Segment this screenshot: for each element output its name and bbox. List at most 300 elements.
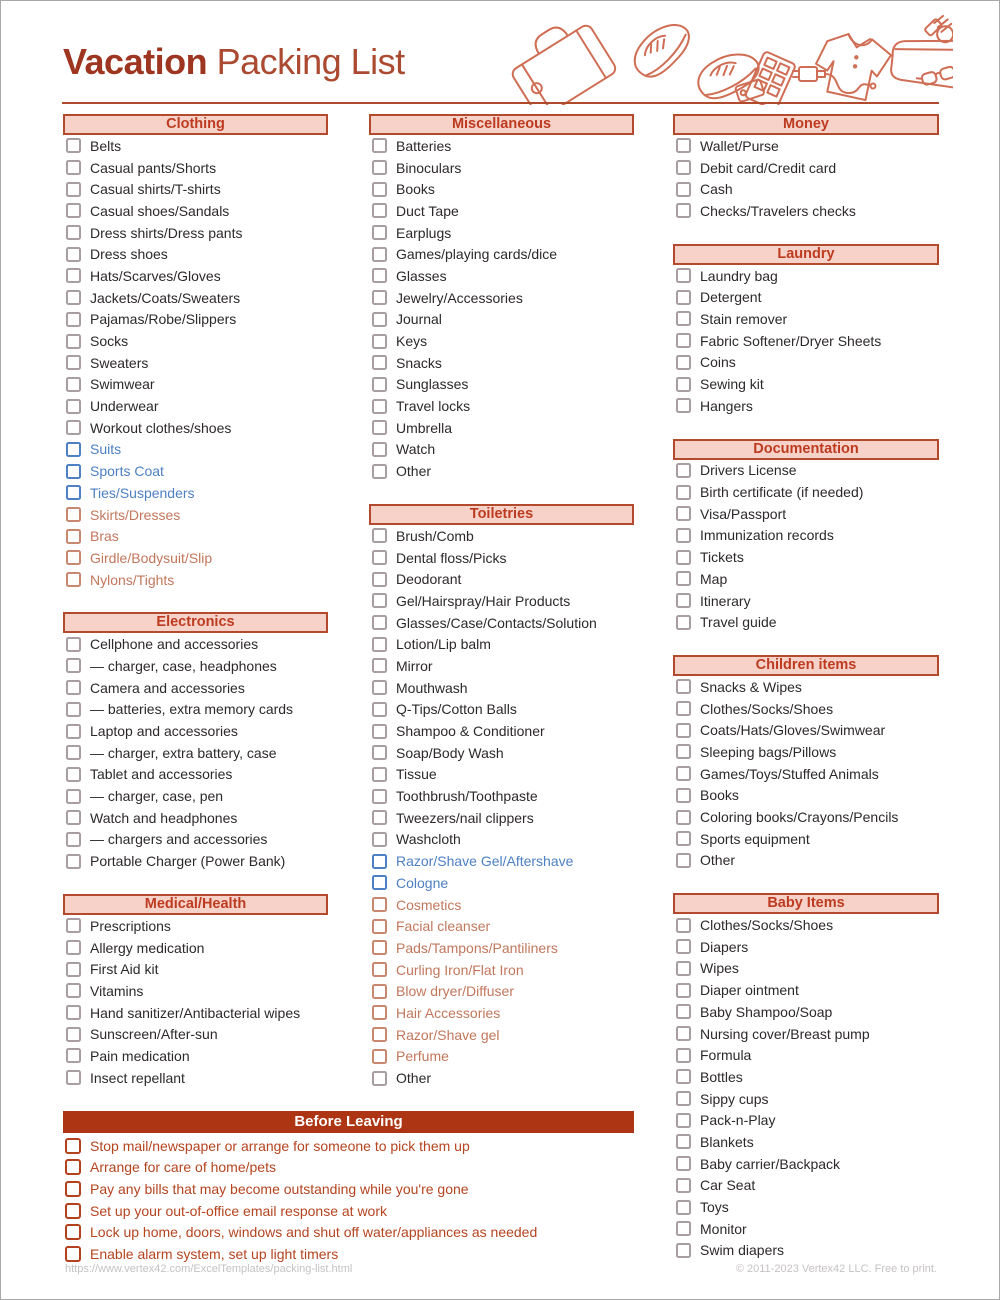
checklist-item-label: First Aid kit (90, 961, 159, 978)
footer-url[interactable]: https://www.vertex42.com/ExcelTemplates/packing-list.html (65, 1263, 353, 1275)
checklist-item (63, 243, 328, 265)
checklist-item-label: Batteries (396, 137, 452, 154)
checklist-item (673, 676, 939, 698)
checkbox[interactable] (66, 637, 81, 652)
checklist-item (369, 633, 634, 655)
checklist-item (673, 200, 939, 222)
checklist-item-label: Debit card/Credit card (700, 159, 837, 176)
footer-copyright: © 2011-2023 Vertex42 LLC. Free to print. (735, 1263, 937, 1275)
checkbox[interactable] (676, 679, 691, 694)
checklist-item-label: Girdle/Bodysuit/Slip (90, 549, 213, 566)
checklist-item-label: Enable alarm system, set up light timers (90, 1245, 339, 1262)
section-electronics (63, 612, 328, 872)
checklist-item-label: Soap/Body Wash (396, 744, 504, 761)
checklist-item-label: Perfume (396, 1048, 449, 1065)
checkbox[interactable] (372, 268, 387, 283)
checkbox[interactable] (65, 1224, 81, 1240)
checklist-item-label: Sports equipment (700, 830, 810, 847)
checklist-item (369, 287, 634, 309)
checklist-item (673, 1023, 939, 1045)
checkbox[interactable] (372, 1049, 387, 1064)
column-middle (369, 114, 634, 1089)
checkbox[interactable] (676, 333, 691, 348)
checklist-item (369, 872, 634, 894)
checkbox[interactable] (676, 463, 691, 478)
checkbox[interactable] (66, 940, 81, 955)
checklist-item-label: Swim diapers (700, 1242, 785, 1259)
checkbox[interactable] (372, 984, 387, 999)
checkbox[interactable] (66, 962, 81, 977)
checkbox[interactable] (372, 767, 387, 782)
checklist-item-label: Arrange for care of home/pets (90, 1159, 276, 1176)
checklist-item (369, 135, 634, 157)
checkbox[interactable] (66, 1005, 81, 1020)
section-header: Medical/Health (63, 894, 328, 915)
section-documentation (673, 439, 939, 634)
checklist-item (673, 719, 939, 741)
before-leaving-header: Before Leaving (63, 1111, 634, 1133)
checkbox[interactable] (676, 1156, 691, 1171)
section-clothing (63, 114, 328, 590)
checklist-item (673, 157, 939, 179)
checklist-item (369, 807, 634, 829)
checklist-item (673, 1218, 939, 1240)
checklist-item (369, 1002, 634, 1024)
checklist-item (673, 546, 939, 568)
checkbox[interactable] (676, 766, 691, 781)
checklist-item-label: Drivers License (700, 462, 797, 479)
checklist-item-label: Birth certificate (if needed) (700, 484, 864, 501)
checkbox[interactable] (372, 442, 387, 457)
header-divider (62, 102, 939, 104)
page-title (63, 41, 405, 83)
checklist-item (673, 828, 939, 850)
checklist-item (63, 958, 328, 980)
checkbox[interactable] (66, 420, 81, 435)
checkbox[interactable] (676, 506, 691, 521)
checkbox[interactable] (372, 572, 387, 587)
checkbox[interactable] (66, 745, 81, 760)
checkbox[interactable] (66, 702, 81, 717)
checkbox[interactable] (372, 615, 387, 630)
checklist-item (673, 525, 939, 547)
checklist-item (673, 1066, 939, 1088)
checklist-item (63, 439, 328, 461)
checklist-item (369, 265, 634, 287)
section-money (673, 114, 939, 222)
checklist-item (673, 135, 939, 157)
checkbox[interactable] (66, 203, 81, 218)
checkbox[interactable] (676, 311, 691, 326)
checklist-item-label: Pay any bills that may become outstanding while you're gone (90, 1180, 469, 1197)
checkbox[interactable] (66, 918, 81, 933)
checkbox[interactable] (372, 528, 387, 543)
checklist-item (673, 1109, 939, 1131)
checkbox[interactable] (65, 1159, 81, 1175)
checkbox[interactable] (66, 854, 81, 869)
checklist-item-label: Car Seat (700, 1177, 756, 1194)
checkbox[interactable] (372, 1027, 387, 1042)
checkbox[interactable] (66, 1070, 81, 1085)
checklist-item (673, 741, 939, 763)
checkbox[interactable] (676, 810, 691, 825)
checkbox[interactable] (66, 507, 81, 522)
checklist-item-label: Prescriptions (90, 917, 171, 934)
checklist-item-label: Jewelry/Accessories (396, 289, 523, 306)
checklist-item-label: Other (700, 852, 736, 869)
checkbox[interactable] (676, 377, 691, 392)
checkbox[interactable] (66, 442, 81, 457)
checklist-item (673, 1131, 939, 1153)
checkbox[interactable] (66, 399, 81, 414)
checklist-item-label: Tissue (396, 766, 437, 783)
checklist-item (63, 633, 328, 655)
checkbox[interactable] (372, 702, 387, 717)
checkbox[interactable] (372, 810, 387, 825)
checklist-item (63, 352, 328, 374)
checklist-item-label: Dental floss/Picks (396, 549, 507, 566)
checklist-item (63, 677, 328, 699)
checklist-item-label: Diapers (700, 938, 749, 955)
checklist-item-label: — charger, extra battery, case (90, 744, 277, 761)
checklist-item-label: Snacks (396, 354, 442, 371)
checkbox[interactable] (372, 225, 387, 240)
checkbox[interactable] (676, 593, 691, 608)
checklist-item-label: Watch (396, 441, 436, 458)
checklist-item (673, 958, 939, 980)
checkbox[interactable] (66, 312, 81, 327)
checklist-item (63, 309, 328, 331)
checklist-item-label: Travel locks (396, 398, 471, 415)
checklist-item (673, 265, 939, 287)
checkbox[interactable] (676, 788, 691, 803)
checklist-item (673, 481, 939, 503)
checklist-item-label: Pain medication (90, 1047, 190, 1064)
checklist-item-label: Jackets/Coats/Sweaters (90, 289, 241, 306)
checklist-item (369, 850, 634, 872)
checkbox[interactable] (66, 832, 81, 847)
checkbox[interactable] (66, 464, 81, 479)
checkbox[interactable] (676, 1004, 691, 1019)
checklist-item-label: Toothbrush/Toothpaste (396, 788, 538, 805)
checklist-item-label: Socks (90, 333, 129, 350)
checklist-item (673, 460, 939, 482)
checklist-item (369, 894, 634, 916)
checkbox[interactable] (66, 680, 81, 695)
checklist-item-label: Binoculars (396, 159, 462, 176)
checklist-item (369, 937, 634, 959)
checklist-item (369, 243, 634, 265)
checklist-item-label: Dress shoes (90, 246, 168, 263)
checklist-item-label: — charger, case, pen (90, 788, 224, 805)
checkbox[interactable] (372, 745, 387, 760)
checklist-item-label: Sleeping bags/Pillows (700, 743, 837, 760)
checklist-item (369, 1067, 634, 1089)
checkbox[interactable] (66, 1027, 81, 1042)
checkbox[interactable] (676, 290, 691, 305)
checklist-item-label: Map (700, 570, 728, 587)
checkbox[interactable] (676, 1113, 691, 1128)
checklist-item-label: Sippy cups (700, 1090, 769, 1107)
checkbox[interactable] (676, 160, 691, 175)
checkbox[interactable] (676, 1026, 691, 1041)
checklist-item-label: Bras (90, 528, 119, 545)
checkbox[interactable] (676, 1200, 691, 1215)
checkbox[interactable] (676, 528, 691, 543)
checkbox[interactable] (66, 182, 81, 197)
checklist-item (63, 807, 328, 829)
checkbox[interactable] (66, 767, 81, 782)
checkbox[interactable] (372, 203, 387, 218)
checkbox[interactable] (66, 160, 81, 175)
checkbox[interactable] (66, 658, 81, 673)
checkbox[interactable] (676, 1091, 691, 1106)
checklist-item (673, 330, 939, 352)
checklist-item (63, 785, 328, 807)
checklist-item (673, 914, 939, 936)
checklist-item-label: Hats/Scarves/Gloves (90, 267, 221, 284)
checklist-item-label: — charger, case, headphones (90, 657, 277, 674)
checklist-item-label: Cosmetics (396, 896, 462, 913)
checklist-item-label: Mirror (396, 657, 433, 674)
checklist-item (673, 1240, 939, 1262)
before-leaving-items (63, 1135, 634, 1265)
checklist-item-label: — batteries, extra memory cards (90, 701, 294, 718)
checkbox[interactable] (372, 355, 387, 370)
checklist-item-label: Laptop and accessories (90, 723, 238, 740)
checklist-item-label: Games/Toys/Stuffed Animals (700, 765, 879, 782)
checklist-item-label: Portable Charger (Power Bank) (90, 853, 286, 870)
checklist-item (63, 178, 328, 200)
checklist-item-label: Razor/Shave Gel/Aftershave (396, 853, 574, 870)
checklist-item-label: Earplugs (396, 224, 452, 241)
checklist-item (673, 1153, 939, 1175)
checkbox[interactable] (66, 377, 81, 392)
checklist-item-label: Gel/Hairspray/Hair Products (396, 592, 571, 609)
checkbox[interactable] (676, 485, 691, 500)
checklist-item-label: Skirts/Dresses (90, 506, 181, 523)
checklist-item (673, 806, 939, 828)
checkbox[interactable] (676, 961, 691, 976)
section-header: Children items (673, 655, 939, 676)
checkbox[interactable] (676, 550, 691, 565)
checkbox[interactable] (372, 290, 387, 305)
checklist-item-label: Lock up home, doors, windows and shut off water/appliances as needed (90, 1224, 538, 1241)
checklist-item (673, 373, 939, 395)
checkbox[interactable] (676, 1069, 691, 1084)
checkbox[interactable] (372, 875, 387, 890)
checkbox[interactable] (372, 897, 387, 912)
checkbox[interactable] (372, 789, 387, 804)
checkbox[interactable] (372, 593, 387, 608)
checklist-item-label: Pads/Tampons/Pantiliners (396, 939, 558, 956)
checklist-item-label: Detergent (700, 289, 762, 306)
checkbox[interactable] (66, 290, 81, 305)
checkbox[interactable] (676, 138, 691, 153)
page-title-regular: Packing List (207, 41, 405, 82)
checklist-item (369, 959, 634, 981)
checklist-item-label: Curling Iron/Flat Iron (396, 961, 524, 978)
checklist-item (63, 395, 328, 417)
checkbox[interactable] (676, 203, 691, 218)
checklist-item-label: Camera and accessories (90, 679, 245, 696)
checklist-item-label: Games/playing cards/dice (396, 246, 558, 263)
checklist-item (369, 677, 634, 699)
checklist-item-label: — chargers and accessories (90, 831, 268, 848)
checklist-item (63, 569, 328, 591)
checkbox[interactable] (66, 138, 81, 153)
checkbox[interactable] (65, 1246, 81, 1262)
checklist-item (63, 1135, 634, 1157)
checkbox[interactable] (676, 571, 691, 586)
checkbox[interactable] (676, 723, 691, 738)
checkbox[interactable] (372, 680, 387, 695)
checkbox[interactable] (372, 658, 387, 673)
checklist-item-label: Workout clothes/shoes (90, 419, 232, 436)
checkbox[interactable] (66, 572, 81, 587)
checklist-item-label: Baby carrier/Backpack (700, 1155, 841, 1172)
checklist-item (673, 850, 939, 872)
checkbox[interactable] (66, 550, 81, 565)
checkbox[interactable] (372, 832, 387, 847)
checklist-item-label: Stain remover (700, 310, 788, 327)
checkbox[interactable] (372, 312, 387, 327)
checkbox[interactable] (66, 810, 81, 825)
checkbox[interactable] (372, 919, 387, 934)
checklist-item (369, 352, 634, 374)
checkbox[interactable] (66, 789, 81, 804)
checkbox[interactable] (66, 334, 81, 349)
checkbox[interactable] (676, 1221, 691, 1236)
checkbox[interactable] (676, 182, 691, 197)
checkbox[interactable] (676, 268, 691, 283)
checkbox[interactable] (676, 1134, 691, 1149)
checklist-item-label: Books (396, 181, 435, 198)
checkbox[interactable] (372, 962, 387, 977)
checklist-item (673, 611, 939, 633)
checklist-item-label: Umbrella (396, 419, 453, 436)
checkbox[interactable] (372, 637, 387, 652)
checkbox[interactable] (676, 744, 691, 759)
checkbox[interactable] (676, 355, 691, 370)
checklist-item-label: Allergy medication (90, 939, 205, 956)
checklist-item-label: Snacks & Wipes (700, 678, 802, 695)
section-baby-items (673, 893, 939, 1261)
checkbox[interactable] (676, 701, 691, 716)
checklist-item-label: Deodorant (396, 571, 462, 588)
checklist-item-label: Suits (90, 441, 122, 458)
checklist-item-label: Hair Accessories (396, 1004, 501, 1021)
checklist-item-label: Belts (90, 137, 122, 154)
checkbox[interactable] (66, 225, 81, 240)
checklist-item (63, 200, 328, 222)
checklist-item-label: Travel guide (700, 614, 777, 631)
checkbox[interactable] (65, 1181, 81, 1197)
checkbox[interactable] (65, 1138, 81, 1154)
checklist-item (369, 764, 634, 786)
checkbox[interactable] (676, 918, 691, 933)
checkbox[interactable] (372, 160, 387, 175)
checkbox[interactable] (372, 377, 387, 392)
checkbox[interactable] (372, 1071, 387, 1086)
checklist-item (369, 1046, 634, 1068)
checklist-item (63, 1002, 328, 1024)
checkbox[interactable] (372, 854, 387, 869)
checkbox[interactable] (372, 940, 387, 955)
checklist-item-label: Watch and headphones (90, 809, 238, 826)
checklist-item-label: Blankets (700, 1133, 754, 1150)
checklist-item-label: Immunization records (700, 527, 834, 544)
checkbox[interactable] (66, 247, 81, 262)
checklist-item-label: Washcloth (396, 831, 461, 848)
checkbox[interactable] (372, 247, 387, 262)
checkbox[interactable] (676, 939, 691, 954)
checkbox[interactable] (372, 399, 387, 414)
section-header: Baby Items (673, 893, 939, 914)
checkbox[interactable] (676, 398, 691, 413)
checklist-item (63, 460, 328, 482)
checkbox[interactable] (372, 724, 387, 739)
checkbox[interactable] (66, 1048, 81, 1063)
checkbox[interactable] (66, 983, 81, 998)
checklist-item (63, 742, 328, 764)
checkbox[interactable] (66, 724, 81, 739)
checkbox[interactable] (676, 1178, 691, 1193)
checkbox[interactable] (66, 268, 81, 283)
section-before-leaving (63, 1111, 634, 1265)
checkbox[interactable] (676, 1048, 691, 1063)
checkbox[interactable] (676, 831, 691, 846)
checklist-item-label: Hangers (700, 397, 753, 414)
section-toiletries (369, 504, 634, 1089)
checkbox[interactable] (372, 182, 387, 197)
checklist-item-label: Other (396, 463, 432, 480)
checklist-item (63, 1023, 328, 1045)
checklist-item (63, 222, 328, 244)
checklist-item (63, 330, 328, 352)
checklist-item-label: Pack-n-Play (700, 1112, 776, 1129)
checklist-item (63, 265, 328, 287)
checklist-item (673, 308, 939, 330)
section-children-items (673, 655, 939, 871)
checkbox[interactable] (66, 355, 81, 370)
checkbox[interactable] (676, 983, 691, 998)
checklist-item (673, 698, 939, 720)
checklist-item (369, 417, 634, 439)
checkbox[interactable] (372, 464, 387, 479)
checklist-item (63, 135, 328, 157)
checklist-item (63, 504, 328, 526)
checkbox[interactable] (676, 1243, 691, 1258)
checkbox[interactable] (676, 615, 691, 630)
checkbox[interactable] (372, 420, 387, 435)
checklist-item (369, 547, 634, 569)
checkbox[interactable] (66, 529, 81, 544)
checkbox[interactable] (65, 1203, 81, 1219)
checklist-item (673, 395, 939, 417)
checklist-item (369, 374, 634, 396)
checkbox[interactable] (372, 138, 387, 153)
checklist-item (369, 980, 634, 1002)
checklist-item (673, 178, 939, 200)
checklist-item (63, 1157, 634, 1179)
checkbox[interactable] (372, 1005, 387, 1020)
checkbox[interactable] (372, 334, 387, 349)
checkbox[interactable] (66, 485, 81, 500)
checkbox[interactable] (676, 853, 691, 868)
checkbox[interactable] (372, 550, 387, 565)
checklist-item-label: Nursing cover/Breast pump (700, 1025, 870, 1042)
